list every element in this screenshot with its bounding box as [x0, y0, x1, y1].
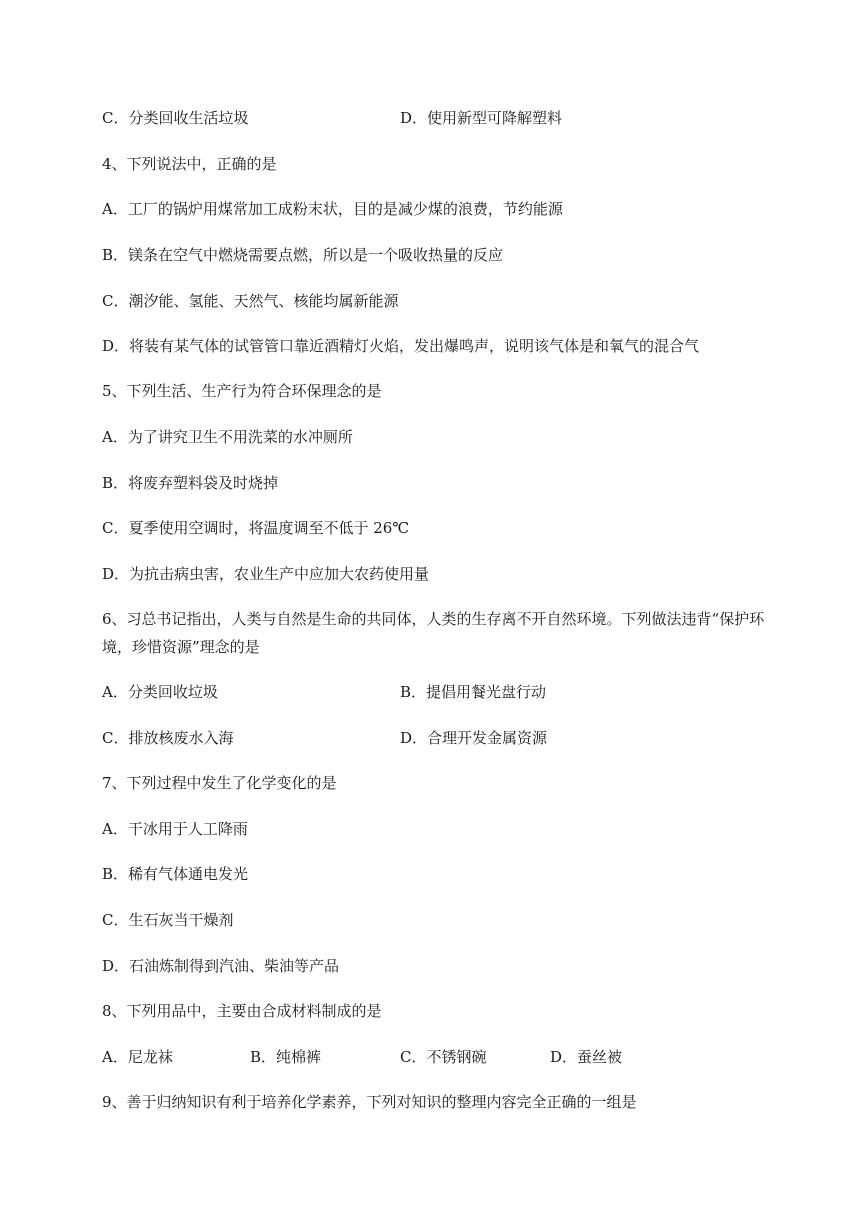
- q4-stem: 4、下列说法中，正确的是: [102, 155, 277, 173]
- q3-option-d: D．使用新型可降解塑料: [400, 109, 563, 127]
- q8-stem: 8、下列用品中，主要由合成材料制成的是: [102, 1002, 382, 1020]
- q6-option-a: A．分类回收垃圾: [102, 683, 218, 701]
- q4-option-a: A．工厂的锅炉用煤常加工成粉末状，目的是减少煤的浪费，节约能源: [102, 200, 563, 218]
- q6-stem-line2: 境，珍惜资源”理念的是: [102, 638, 260, 656]
- q4-option-c: C．潮汐能、氢能、天然气、核能均属新能源: [102, 292, 399, 310]
- q6-option-c: C．排放核废水入海: [102, 729, 234, 747]
- q5-option-d: D．为抗击病虫害，农业生产中应加大农药使用量: [102, 565, 430, 583]
- q8-option-d: D．蚕丝被: [550, 1048, 623, 1066]
- q4-option-b: B．镁条在空气中燃烧需要点燃，所以是一个吸收热量的反应: [102, 246, 504, 264]
- q8-option-a: A．尼龙袜: [102, 1048, 173, 1066]
- q5-option-a: A．为了讲究卫生不用洗菜的水冲厕所: [102, 428, 353, 446]
- q5-option-b: B．将废弃塑料袋及时烧掉: [102, 474, 279, 492]
- q7-option-d: D．石油炼制得到汽油、柴油等产品: [102, 957, 340, 975]
- q5-stem: 5、下列生活、生产行为符合环保理念的是: [102, 382, 382, 400]
- q4-option-d: D．将装有某气体的试管管口靠近酒精灯火焰，发出爆鸣声，说明该气体是和氧气的混合气: [102, 337, 700, 355]
- q7-option-b: B．稀有气体通电发光: [102, 865, 249, 883]
- q5-option-c: C．夏季使用空调时，将温度调至不低于 26℃: [102, 519, 410, 537]
- q7-option-a: A．干冰用于人工降雨: [102, 820, 248, 838]
- q3-option-c: C．分类回收生活垃圾: [102, 109, 249, 127]
- q6-stem-line1: 6、习总书记指出，人类与自然是生命的共同体，人类的生存离不开自然环境。下列做法违背“保护环: [102, 610, 765, 628]
- q6-option-b: B．提倡用餐光盘行动: [400, 683, 547, 701]
- q7-stem: 7、下列过程中发生了化学变化的是: [102, 774, 337, 792]
- q7-option-c: C．生石灰当干燥剂: [102, 911, 234, 929]
- q8-option-b: B．纯棉裤: [250, 1048, 322, 1066]
- q8-option-c: C．不锈钢碗: [400, 1048, 487, 1066]
- q6-option-d: D．合理开发金属资源: [400, 729, 548, 747]
- q9-stem: 9、善于归纳知识有利于培养化学素养，下列对知识的整理内容完全正确的一组是: [102, 1093, 637, 1111]
